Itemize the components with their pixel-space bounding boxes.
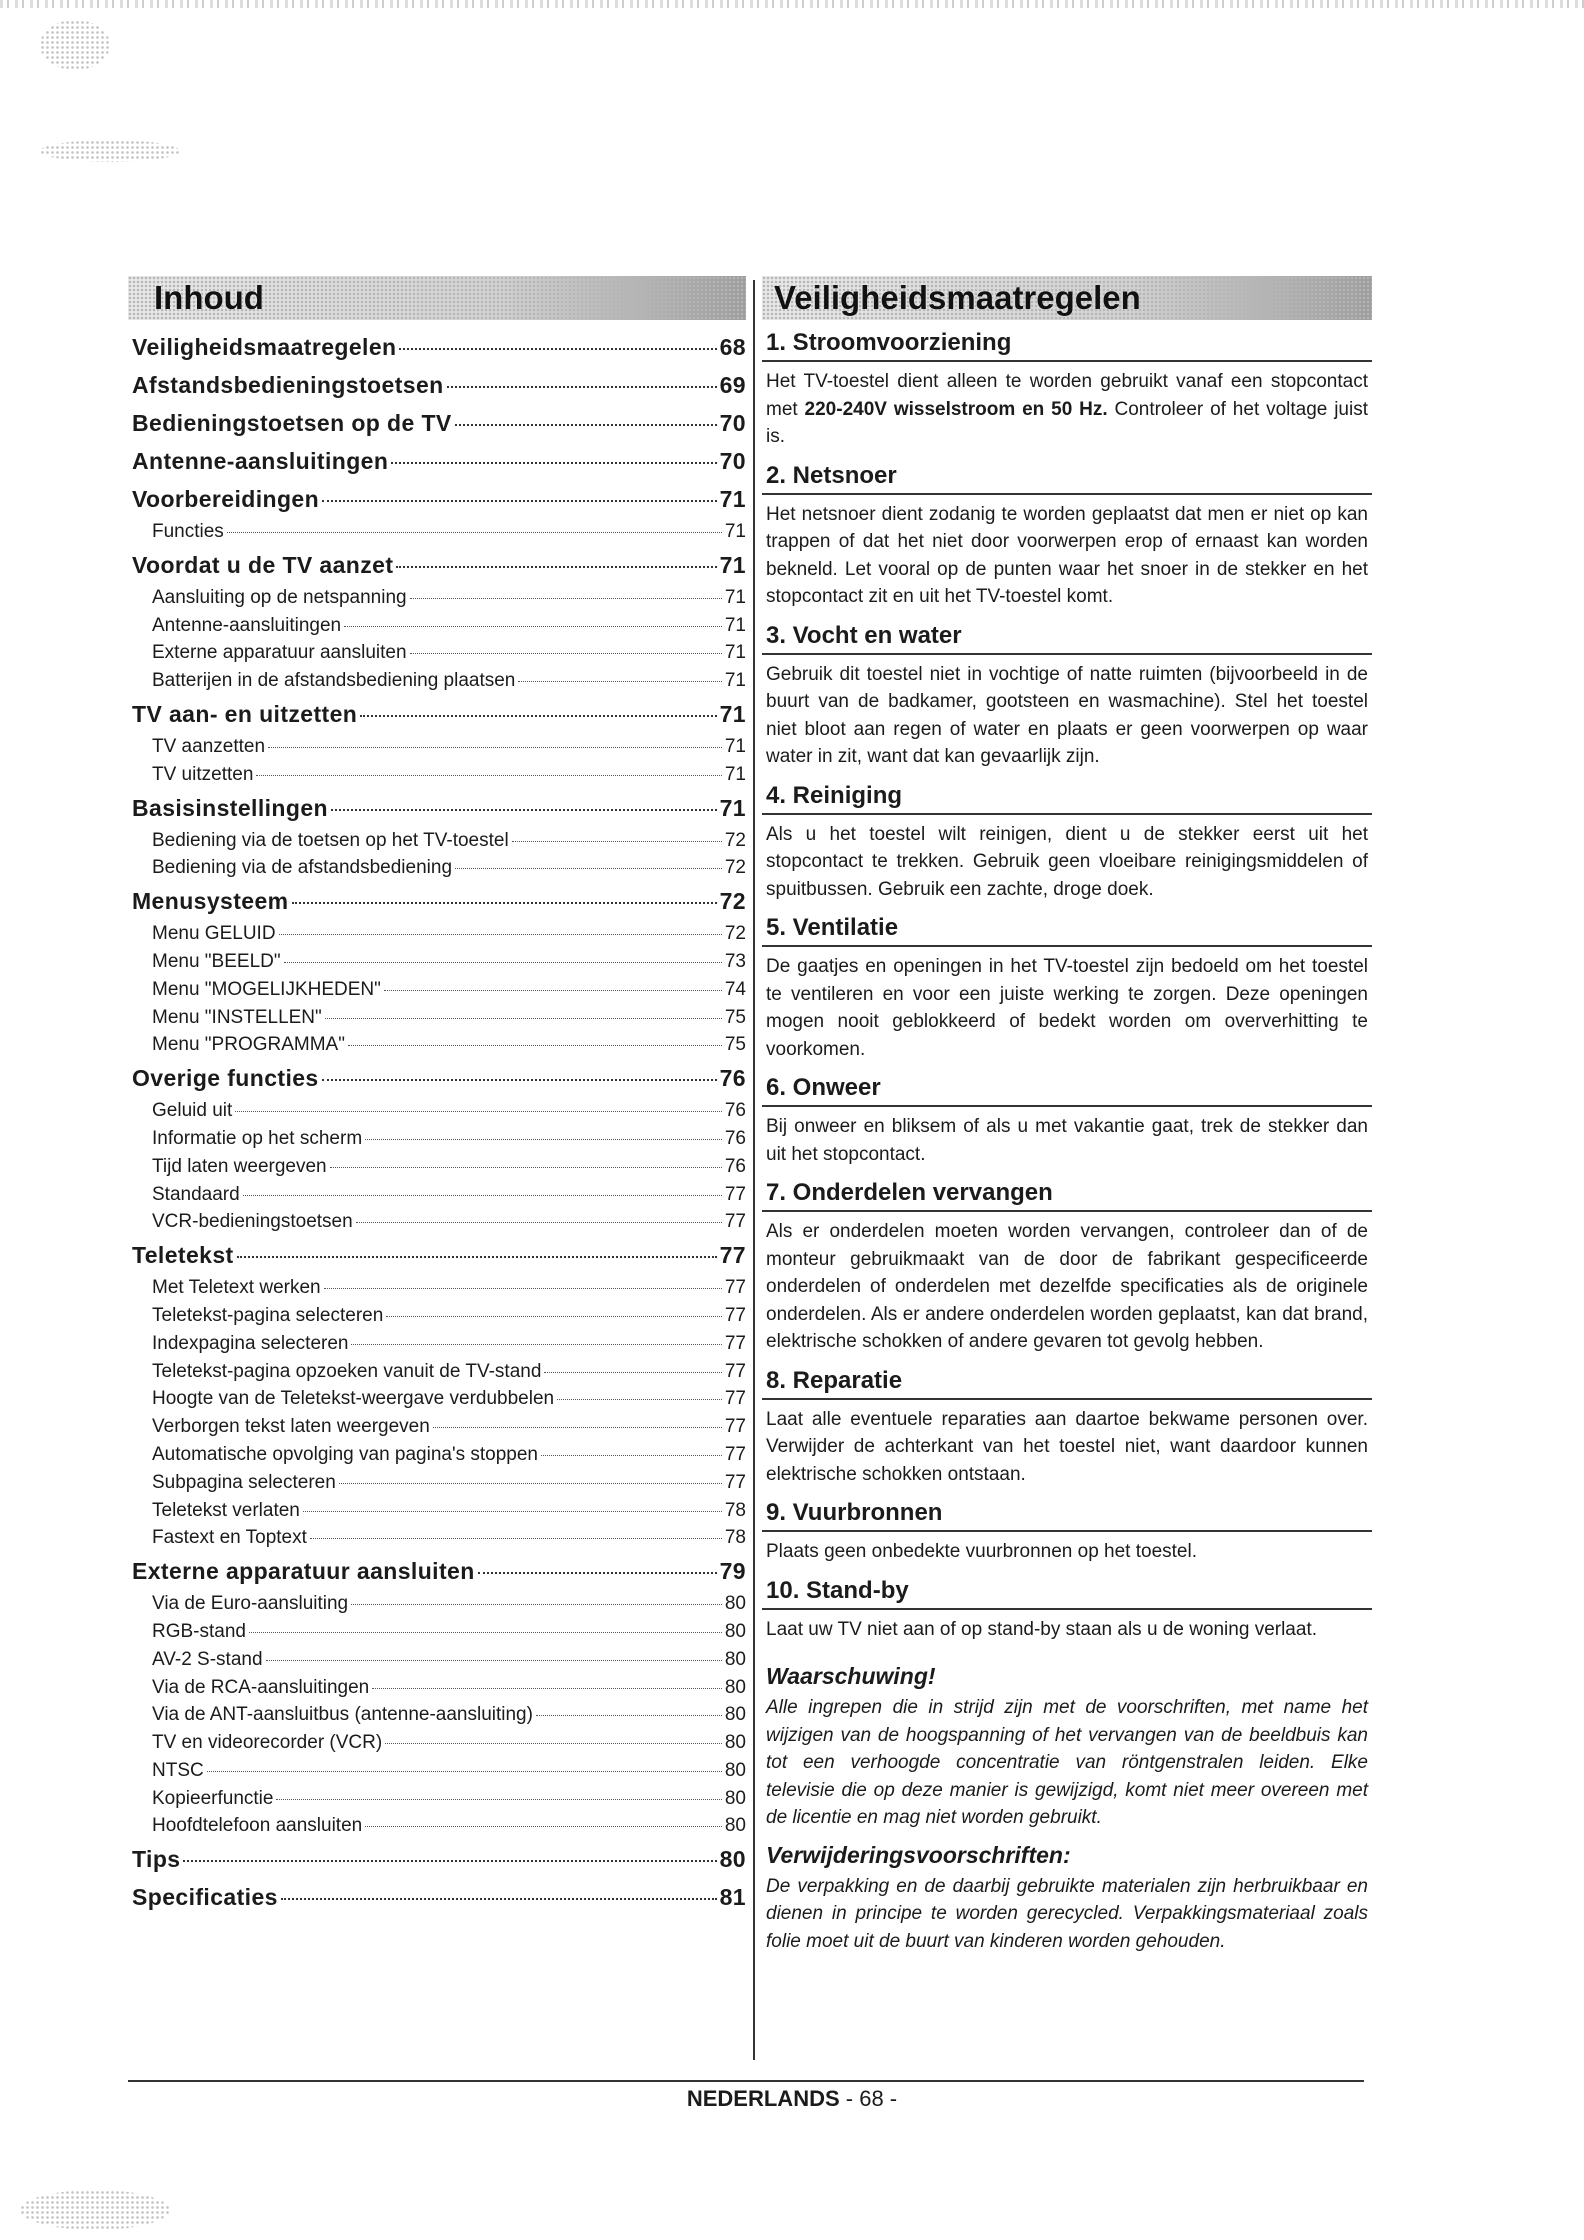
toc-leader-dots <box>284 962 722 963</box>
safety-item-text: Het netsnoer dient zodanig te worden geplaatst dat men er niet op kan trappen of dat het niet door voorwerpen erop of ernaast kan worden bekneld. Let vooral op de punten waar het snoer in de stekker en het stopcontact zit en uit het TV-toestel komt. <box>766 503 1368 607</box>
toc-entry-label: Met Teletext werken <box>152 1277 321 1299</box>
safety-item <box>762 1178 1372 1356</box>
safety-item-title: 4. Reiniging <box>762 781 1372 815</box>
toc-subentry <box>128 639 746 667</box>
toc-entry-label: Fastext en Toptext <box>152 1527 307 1549</box>
toc-entry <box>128 366 746 404</box>
toc-subentry <box>128 1729 746 1757</box>
safety-item-title: 7. Onderdelen vervangen <box>762 1178 1372 1212</box>
safety-item <box>762 621 1372 771</box>
toc-subentry <box>128 733 746 761</box>
toc-subentry <box>128 1302 746 1330</box>
toc-page-number: 71 <box>719 551 746 578</box>
toc-subentry <box>128 667 746 695</box>
toc-leader-dots <box>281 1898 717 1900</box>
toc-subentry <box>128 1208 746 1236</box>
safety-item <box>762 781 1372 904</box>
toc-leader-dots <box>365 1139 722 1140</box>
toc-page-number: 77 <box>724 1304 746 1326</box>
toc-leader-dots <box>183 1860 716 1862</box>
toc-leader-dots <box>322 1079 717 1081</box>
toc-page-number: 81 <box>719 1884 746 1911</box>
toc-leader-dots <box>344 626 722 627</box>
toc-entry-label: AV-2 S-stand <box>152 1648 263 1670</box>
toc-page-number: 80 <box>724 1676 746 1698</box>
toc-leader-dots <box>478 1572 717 1574</box>
toc-page-number: 71 <box>724 642 746 664</box>
disposal-text: De verpakking en de daarbij gebruikte materialen zijn herbruikbaar en dienen in principe te worden gerecycled. Verpakkingsmateriaal zoals folie moet uit de buurt van kinderen worden gehouden. <box>766 1875 1368 1952</box>
toc-entry-label: Bedieningstoetsen op de TV <box>132 410 452 436</box>
toc-leader-dots <box>325 1018 722 1019</box>
toc-leader-dots <box>348 1045 722 1046</box>
safety-item <box>762 1073 1372 1168</box>
toc-leader-dots <box>356 1222 722 1223</box>
toc-page-number: 80 <box>724 1648 746 1670</box>
toc-subentry <box>128 518 746 546</box>
toc-entry-label: Voordat u de TV aanzet <box>132 551 394 578</box>
page-footer <box>0 2086 1584 2112</box>
toc-entry-label: Menu GELUID <box>152 923 276 945</box>
toc-subentry <box>128 1153 746 1181</box>
scan-speckle <box>20 2190 170 2230</box>
toc-leader-dots <box>351 1344 721 1345</box>
toc-page-number: 77 <box>724 1211 746 1233</box>
toc-leader-dots <box>396 566 716 568</box>
toc-entry <box>128 480 746 518</box>
toc-page-number: 71 <box>724 614 746 636</box>
toc-entry-label: Batterijen in de afstandsbediening plaatsen <box>152 670 516 692</box>
toc-leader-dots <box>410 598 722 599</box>
toc-subentry <box>128 1181 746 1209</box>
toc-subentry <box>128 1413 746 1441</box>
warning-text: Alle ingrepen die in strijd zijn met de voorschriften, met name het wijzigen van de hoogspanning of het vervangen van de beeldbuis kan tot een verhoogde concentratie van röntgenstralen leiden. Elke televisie die op deze manier is gewijzigd, komt niet meer overeen met de licentie en mag niet worden gebruikt. <box>766 1697 1368 1828</box>
column-divider <box>753 280 755 2060</box>
toc-entry <box>128 789 746 827</box>
toc-leader-dots <box>391 462 716 464</box>
toc-entry-label: Voorbereidingen <box>132 486 320 512</box>
toc-entry-label: Antenne-aansluitingen <box>132 448 389 474</box>
toc-leader-dots <box>331 809 717 811</box>
safety-item-text: Het TV-toestel dient alleen te worden gebruikt vanaf een stopcontact met 220-240V wisselstroom en 50 Hz. Controleer of het voltage juist is. <box>766 371 1369 447</box>
scan-speckle <box>40 140 180 162</box>
toc-page-number: 79 <box>719 1558 746 1585</box>
toc-page-number: 80 <box>724 1787 746 1809</box>
toc-entry <box>128 1878 746 1916</box>
toc-entry-label: Antenne-aansluitingen <box>152 614 342 636</box>
toc-page-number: 80 <box>719 1846 746 1873</box>
toc-page-number: 71 <box>719 794 746 821</box>
toc-page-number: 77 <box>724 1416 746 1438</box>
toc-leader-dots <box>512 841 722 842</box>
toc-leader-dots <box>455 868 722 869</box>
toc-page-number: 75 <box>724 1006 746 1028</box>
safety-heading-bar <box>762 276 1372 320</box>
toc-page-number: 77 <box>724 1443 746 1465</box>
toc-subentry <box>128 1097 746 1125</box>
toc-entry <box>128 404 746 442</box>
toc-page-number: 75 <box>724 1034 746 1056</box>
toc-subentry <box>128 920 746 948</box>
toc-entry <box>128 546 746 584</box>
table-of-contents <box>128 328 746 1916</box>
toc-entry-label: Teletekst verlaten <box>152 1499 300 1521</box>
toc-leader-dots <box>447 386 717 388</box>
toc-entry <box>128 1840 746 1878</box>
toc-leader-dots <box>322 500 717 502</box>
toc-entry-label: Basisinstellingen <box>132 794 328 821</box>
safety-item-text: Laat alle eventuele reparaties aan daartoe bekwame personen over. Verwijder de achterkant van het toestel niet, want daardoor kunnen elektrische schokken ontstaan. <box>766 1408 1368 1485</box>
toc-page-number: 77 <box>724 1471 746 1493</box>
toc-entry-label: Menusysteem <box>132 888 289 915</box>
toc-subentry <box>128 1125 746 1153</box>
safety-item <box>762 1576 1372 1644</box>
toc-entry-label: Menu "PROGRAMMA" <box>152 1034 345 1056</box>
safety-item-title: 9. Vuurbronnen <box>762 1498 1372 1532</box>
toc-entry-label: Indexpagina selecteren <box>152 1332 349 1354</box>
toc-leader-dots <box>372 1688 722 1689</box>
toc-entry-label: Teletekst <box>132 1242 234 1269</box>
toc-leader-dots <box>360 715 716 717</box>
toc-entry <box>128 882 746 920</box>
safety-item-text: De gaatjes en openingen in het TV-toestel zijn bedoeld om het toestel te ventileren en voor een juiste werking te zorgen. Deze openingen mogen nooit geblokkeerd of bedekt worden om oververhitting te voorkomen. <box>766 956 1368 1060</box>
toc-page-number: 71 <box>724 763 746 785</box>
toc-subentry <box>128 1701 746 1729</box>
toc-leader-dots <box>330 1167 722 1168</box>
safety-heading: Veiligheidsmaatregelen <box>774 279 1141 316</box>
toc-page-number: 71 <box>719 486 746 512</box>
toc-page-number: 77 <box>724 1332 746 1354</box>
toc-leader-dots <box>310 1538 722 1539</box>
toc-page-number: 73 <box>724 950 746 972</box>
toc-leader-dots <box>235 1111 722 1112</box>
toc-page-number: 77 <box>724 1360 746 1382</box>
toc-entry-label: Subpagina selecteren <box>152 1471 336 1493</box>
toc-subentry <box>128 1497 746 1525</box>
toc-page-number: 76 <box>724 1100 746 1122</box>
toc-entry-label: Bediening via de toetsen op het TV-toestel <box>152 829 509 851</box>
footer-language: NEDERLANDS <box>686 2086 840 2111</box>
toc-page-number: 72 <box>719 888 746 915</box>
safety-item <box>762 1366 1372 1489</box>
toc-page-number: 77 <box>724 1388 746 1410</box>
toc-entry-label: Standaard <box>152 1183 240 1205</box>
warning-section <box>762 1653 1372 1832</box>
toc-leader-dots <box>227 532 722 533</box>
toc-column <box>128 276 746 1916</box>
toc-entry-label: Functies <box>152 521 224 542</box>
toc-page-number: 72 <box>724 857 746 879</box>
toc-entry-label: TV aan- en uitzetten <box>132 700 358 727</box>
toc-page-number: 80 <box>724 1732 746 1754</box>
toc-leader-dots <box>386 1316 722 1317</box>
safety-item <box>762 461 1372 611</box>
safety-item-title: 2. Netsnoer <box>762 461 1372 495</box>
toc-subentry <box>128 1031 746 1059</box>
safety-item-title: 5. Ventilatie <box>762 913 1372 947</box>
toc-subentry <box>128 1358 746 1386</box>
toc-entry-label: Verborgen tekst laten weergeven <box>152 1416 430 1438</box>
toc-subentry <box>128 1469 746 1497</box>
toc-page-number: 77 <box>724 1183 746 1205</box>
toc-entry-label: Kopieerfunctie <box>152 1787 274 1809</box>
toc-page-number: 78 <box>724 1527 746 1549</box>
toc-leader-dots <box>303 1511 722 1512</box>
toc-entry-label: Hoofdtelefoon aansluiten <box>152 1815 363 1837</box>
safety-item-title: 6. Onweer <box>762 1073 1372 1107</box>
toc-entry <box>128 442 746 480</box>
toc-subentry <box>128 948 746 976</box>
toc-page-number: 77 <box>719 1242 746 1269</box>
toc-leader-dots <box>292 902 717 904</box>
toc-entry-label: RGB-stand <box>152 1620 246 1642</box>
toc-leader-dots <box>243 1195 722 1196</box>
toc-page-number: 80 <box>724 1620 746 1642</box>
safety-item-text: Bij onweer en bliksem of als u met vakantie gaat, trek de stekker dan uit het stopcontact. <box>766 1116 1368 1165</box>
safety-item-title: 10. Stand-by <box>762 1576 1372 1610</box>
toc-subentry <box>128 584 746 612</box>
toc-subentry <box>128 1274 746 1302</box>
toc-entry-label: Informatie op het scherm <box>152 1127 363 1149</box>
toc-entry-label: Tijd laten weergeven <box>152 1155 327 1177</box>
toc-subentry <box>128 1757 746 1785</box>
toc-subentry <box>128 976 746 1004</box>
toc-subentry <box>128 1646 746 1674</box>
toc-subentry <box>128 1785 746 1813</box>
toc-heading: Inhoud <box>154 279 264 316</box>
toc-entry-label: Geluid uit <box>152 1100 233 1122</box>
toc-entry-label: Menu "INSTELLEN" <box>152 1006 322 1028</box>
toc-page-number: 71 <box>724 521 746 542</box>
toc-entry-label: TV en videorecorder (VCR) <box>152 1732 383 1754</box>
toc-heading-bar <box>128 276 746 320</box>
toc-page-number: 80 <box>724 1759 746 1781</box>
safety-item <box>762 1498 1372 1566</box>
toc-subentry <box>128 1330 746 1358</box>
toc-leader-dots <box>268 747 722 748</box>
toc-entry-label: Afstandsbedieningstoetsen <box>132 372 444 398</box>
scan-speckle <box>40 20 110 70</box>
toc-leader-dots <box>410 653 722 654</box>
toc-leader-dots <box>399 348 716 350</box>
toc-page-number: 70 <box>719 410 746 436</box>
toc-page-number: 69 <box>719 372 746 398</box>
toc-page-number: 71 <box>724 586 746 608</box>
safety-item-text: Laat uw TV niet aan of op stand-by staan als u de woning verlaat. <box>766 1618 1317 1640</box>
toc-page-number: 72 <box>724 923 746 945</box>
toc-subentry <box>128 612 746 640</box>
toc-entry-label: TV uitzetten <box>152 763 254 785</box>
toc-entry-label: VCR-bedieningstoetsen <box>152 1211 353 1233</box>
toc-page-number: 76 <box>724 1155 746 1177</box>
toc-entry-label: Menu "MOGELIJKHEDEN" <box>152 978 381 1000</box>
footer-rule <box>128 2080 1364 2082</box>
toc-subentry <box>128 761 746 789</box>
toc-entry <box>128 1552 746 1590</box>
toc-entry-label: Externe apparatuur aansluiten <box>152 642 407 664</box>
toc-entry-label: Menu "BEELD" <box>152 950 281 972</box>
toc-leader-dots <box>541 1455 722 1456</box>
toc-leader-dots <box>455 424 717 426</box>
toc-page-number: 80 <box>724 1704 746 1726</box>
safety-item-title: 8. Reparatie <box>762 1366 1372 1400</box>
toc-entry-label: Hoogte van de Teletekst-weergave verdubbelen <box>152 1388 555 1410</box>
toc-entry-label: Bediening via de afstandsbediening <box>152 857 453 879</box>
toc-subentry <box>128 1524 746 1552</box>
safety-item <box>762 328 1372 451</box>
toc-entry-label: Externe apparatuur aansluiten <box>132 1558 475 1585</box>
toc-leader-dots <box>557 1399 722 1400</box>
toc-leader-dots <box>266 1660 722 1661</box>
toc-entry-label: TV aanzetten <box>152 735 266 757</box>
toc-page-number: 76 <box>719 1065 746 1092</box>
toc-page-number: 80 <box>724 1593 746 1615</box>
safety-item-text: Plaats geen onbedekte vuurbronnen op het toestel. <box>766 1541 1197 1562</box>
toc-entry-label: Overige functies <box>132 1065 319 1092</box>
safety-list <box>762 328 1372 1643</box>
toc-leader-dots <box>324 1288 722 1289</box>
toc-subentry <box>128 1385 746 1413</box>
safety-item-title: 1. Stroomvoorziening <box>762 328 1372 362</box>
toc-subentry <box>128 1441 746 1469</box>
toc-leader-dots <box>279 934 722 935</box>
toc-entry-label: Via de Euro-aansluiting <box>152 1593 349 1615</box>
toc-leader-dots <box>433 1427 722 1428</box>
toc-subentry <box>128 1590 746 1618</box>
toc-page-number: 70 <box>719 448 746 474</box>
toc-leader-dots <box>207 1771 722 1772</box>
toc-leader-dots <box>339 1483 722 1484</box>
safety-item-title: 3. Vocht en water <box>762 621 1372 655</box>
toc-page-number: 74 <box>724 978 746 1000</box>
toc-entry-label: NTSC <box>152 1759 204 1781</box>
toc-entry <box>128 695 746 733</box>
toc-leader-dots <box>276 1799 721 1800</box>
toc-leader-dots <box>384 990 722 991</box>
toc-entry-label: Automatische opvolging van pagina's stoppen <box>152 1443 539 1465</box>
toc-page-number: 71 <box>724 735 746 757</box>
toc-page-number: 76 <box>724 1127 746 1149</box>
toc-entry <box>128 328 746 366</box>
disposal-title: Verwijderingsvoorschriften: <box>766 1841 1071 1868</box>
toc-entry <box>128 1236 746 1274</box>
disposal-section <box>762 1832 1372 1956</box>
toc-page-number: 72 <box>724 829 746 851</box>
safety-column <box>762 276 1372 1955</box>
scan-artifact-top <box>0 0 1584 8</box>
toc-subentry <box>128 1674 746 1702</box>
toc-leader-dots <box>518 681 721 682</box>
toc-entry-label: Aansluiting op de netspanning <box>152 586 407 608</box>
toc-entry-label: Via de ANT-aansluitbus (antenne-aansluiting) <box>152 1704 533 1726</box>
toc-leader-dots <box>536 1715 722 1716</box>
toc-subentry <box>128 827 746 855</box>
safety-item <box>762 913 1372 1063</box>
toc-leader-dots <box>385 1743 722 1744</box>
toc-page-number: 80 <box>724 1815 746 1837</box>
toc-leader-dots <box>351 1604 722 1605</box>
toc-entry-label: Teletekst-pagina selecteren <box>152 1304 384 1326</box>
toc-leader-dots <box>365 1826 722 1827</box>
toc-page-number: 78 <box>724 1499 746 1521</box>
toc-page-number: 77 <box>724 1277 746 1299</box>
safety-item-text: Als er onderdelen moeten worden vervangen, controleer dan of de monteur gebruikmaakt van de door de fabrikant gespecificeerde onderdelen of onderdelen met dezelfde specificaties als de originele onderdelen. Als er andere onderdelen worden geplaatst, kan dat brand, elektrische schokken of andere gevaren tot gevolg hebben. <box>766 1221 1368 1352</box>
toc-subentry <box>128 1618 746 1646</box>
toc-leader-dots <box>544 1372 721 1373</box>
safety-item-text: Gebruik dit toestel niet in vochtige of natte ruimten (bijvoorbeeld in de buurt van de badkamer, gootsteen en wasmachine). Stel het toestel niet bloot aan regen of water en plaats er geen voorwerpen op waar water in zit, want dat kan gevaarlijk zijn. <box>766 663 1368 767</box>
toc-entry <box>128 1059 746 1097</box>
toc-entry-label: Tips <box>132 1846 181 1873</box>
toc-leader-dots <box>256 775 721 776</box>
toc-entry-label: Via de RCA-aansluitingen <box>152 1676 370 1698</box>
page-number: - 68 - <box>845 2086 898 2111</box>
toc-page-number: 68 <box>719 334 746 360</box>
toc-subentry <box>128 854 746 882</box>
toc-entry-label: Specificaties <box>132 1884 278 1911</box>
warning-title: Waarschuwing! <box>766 1663 936 1689</box>
toc-entry-label: Veiligheidsmaatregelen <box>132 334 397 360</box>
toc-entry-label: Teletekst-pagina opzoeken vanuit de TV-stand <box>152 1360 542 1382</box>
safety-item-text: Als u het toestel wilt reinigen, dient u de stekker eerst uit het stopcontact te trekken. Gebruik geen vloeibare reinigingsmiddelen of spuitbussen. Gebruik een zachte, droge doek. <box>766 823 1368 900</box>
toc-page-number: 71 <box>719 700 746 727</box>
toc-leader-dots <box>237 1256 717 1258</box>
toc-subentry <box>128 1004 746 1032</box>
toc-leader-dots <box>249 1632 722 1633</box>
toc-subentry <box>128 1812 746 1840</box>
toc-page-number: 71 <box>724 670 746 692</box>
